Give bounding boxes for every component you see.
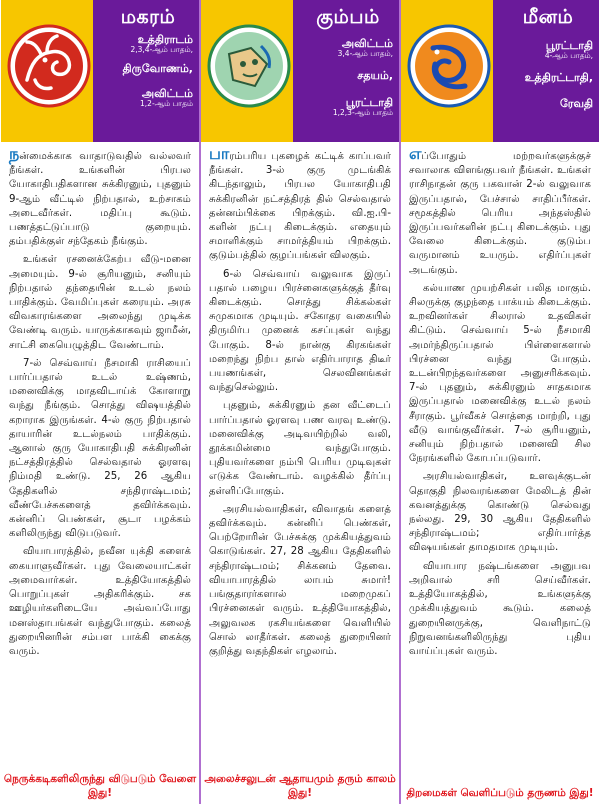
rasi-column-meenam [401,0,599,804]
rasi-header [401,0,599,142]
star-2: சதயம், [357,69,393,82]
rasi-header [1,0,199,142]
sign-title: மகரம் [120,6,176,28]
sign-title: மீனம் [522,6,574,28]
paragraph: 6-ல் செவ்வாய் வலுவாக இருப் பதால் பழைய பிரச்னைகளுக்குத் தீர்வு கிடைக்கும். சொத்து சிக்கல்கள் சுமுகமாக முடியும். சகோதர வகையில் திருமிர்ப முனைக் கசப்புகள் வந்து போகும். 8-ல் நான்கு கிரகங்கள் மறைந்து நிற்ப தால் எதிர்பாராத திடீர் பயணங்கள், செலவினங்கள் வந்துசெல்லும். [209,268,391,394]
drop-cap: பா [209,144,230,163]
paragraph: அரசியல்வாதிகள், உளவுக்குடன் தொகுதி நிலவரங்களை மேலிடத் தின் கவனத்துக்கு கொண்டு செல்வது நல்லது. 29, 30 ஆகிய தேதிகளில் சந்திராஷ்டமம்; எதிர்பார்த்த விஷயங்கள் தாமதமாக முடியும். [409,471,591,554]
star-2: உத்திரட்டாதி, [524,71,593,84]
paragraph: 7-ல் செவ்வாய் நீசமாகி ராசியைப் பார்ப்பதால் உடல் உஷ்ணம், மனைவிக்கு மாதவிடாய்க் கோளாறு வந்து நீங்கும். சொத்து விஷயத்தில் கறாராக இருங்கள். 4-ல் குரு நிற்பதால் தாயாரின் உடல்நலம் பாதிக்கும். ஆனால் குரு யோகாதிபதி சுக்கிரனின் நட்சத்திரத்தில் செல்வதால் ஓரளவு நிம்மதி உண்டு. 25, 26 ஆகிய தேதிகளில் சந்திராஷ்டமம்; வீண்பேச்சுகளைத் தவிர்க்கவும். கன்னிப் பெண்கள், சூடா பழக்கம் களிலிருந்து விடுபடுவர். [9,357,191,540]
star-3: பூரட்டாதி 1,2,3-ஆம் பாதம் [332,96,393,117]
paragraph: வியாபாரத்தில், நவீன யுக்தி களைக் கையாளுவீர்கள். புது வேலையாட்கள் அமைவார்கள். உத்தியோகத்தில் பொறுப்புகள் அதிகரிக்கும். சக ஊழியர்களிடையே அவ்வப்போது மனஸ்தாபங்கள் வந்துபோகும். கலைத் துறையினரின் சம்பள பாக்கி கைக்கு வரும். [9,546,191,657]
summary-footer: நெருக்கடிகளிலிருந்து விடுபடும் வேளை இது! [3,773,197,799]
summary-footer: அலைச்சலுடன் ஆதாயமும் தரும் காலம் இது! [204,773,396,799]
prediction-text [401,142,599,659]
prediction-text [1,142,199,659]
paragraph: அரசியல்வாதிகள், விவாதங் களைத் தவிர்க்கவும். கன்னிப் பெண்கள், பெற்றோரின் பேச்சுக்கு முக்கியத்துவம் கொடுங்கள். 27, 28 ஆகிய தேதிகளில் சந்திராஷ்டமம்; சிக்கனம் தேவை. வியாபாரத்தில் லாபம் சுமார்! பங்குதாரர்களால் மறைமுகப் பிரச்னைகள் வரும். உத்தியோகத்தில், அலுவலக ரகசியங்களை வெளியில் சொல் லாதீர்கள். கலைத் துறையினர் குறித்து வதந்திகள் எழலாம். [209,503,391,657]
drop-cap: ந [9,144,20,163]
rasi-column-magaram [1,0,199,804]
paragraph: புதனும், சுக்கிரனும் தன வீட்டைப் பார்ப்பதால் ஓரளவு பண வரவு உண்டு. மனைவிக்கு அடிவயிற்றில் வலி, தூக்கமின்மை வந்துபோகும். புதியவர்களை நம்பி பெரிய முடிவுகள் எடுக்க வேண்டாம். வழக்கில் தீர்ப்பு தள்ளிப்போகும். [209,400,391,497]
star-2: திருவோணம், [122,62,193,75]
rasi-column-kumbam [201,0,399,804]
paragraph: நன்மைக்காக வாதாடுவதில் வல்லவர் நீங்கள். உங்களின் பிரபல யோகாதிபதிகளான சுக்கிரனும், புதனும் 9-ஆம் வீட்டில் நிற்பதால், உற்சாகம் அடைவீர்கள். மதிப்பு கூடும். பணத்தட்டுப்பாடு குறையும். தம்பதிக்குள் சந்தேகம் நீங்கும். [9,144,191,248]
rasi-header [201,0,399,142]
paragraph: பாரம்பரிய புகழைக் கட்டிக் காப்பவர் நீங்கள். 3-ல் குரு முடங்கிக் கிடந்தாலும், பிரபல யோகாதிபதி சுக்கிரனின் நட்சத்திரத் தில் செல்வதால் தன்னம்பிக்கை பிறக்கும். வி.ஐ.பி-களின் நட்பு கிடைக்கும். எதையும் சமாளிக்கும் சாமர்த்தியம் பிறக்கும். குடும்பத்தில் குழப்பங்கள் விலகும். [209,144,391,262]
sign-title: கும்பம் [316,6,380,28]
drop-cap: எ [409,144,422,163]
star-1: அவிட்டம் 3,4-ஆம் பாதம், [337,37,393,58]
capricorn-icon [7,24,91,108]
aquarius-icon [207,24,291,108]
paragraph: எப்போதும் மற்றவர்களுக்குச் சவாலாக விளங்குபவர் நீங்கள். உங்கள் ராசிநாதன் குரு பகவான் 2-ல் வலுவாக இருப்பதால், பேச்சால் சாதிப்பீர்கள். சமூகத்தில் பெரிய அந்தஸ்தில் இருப்பவர்களின் நட்பு கிடைக்கும். புது வேலை கிடைக்கும். குடும்ப வருமானம் உயரும். எதிர்ப்புகள் அடங்கும். [409,144,591,276]
pisces-icon [407,24,491,108]
star-1: உத்திராடம் 2,3,4-ஆம் பாதம், [130,33,193,54]
star-3: ரேவதி [559,97,593,110]
star-1: பூரட்டாதி 4-ஆம் பாதம், [544,39,593,60]
star-3: அவிட்டம் 1,2-ஆம் பாதம் [140,87,193,108]
paragraph: வியாபார நஷ்டங்களை அனுபவ அறிவால் சரி செய்வீர்கள். உத்தியோகத்தில், உங்களுக்கு முக்கியத்துவம் கூடும். கலைத் துறையினருக்கு, வெளிநாட்டு நிறுவனங்களிலிருந்து புதிய வாய்ப்புகள் வரும். [409,560,591,657]
prediction-text [201,142,399,659]
paragraph: கல்யாண முயற்சிகள் பலித மாகும். சிலருக்கு குழந்தை பாக்யம் கிடைக்கும். உறவினர்கள் சிலரால் உதவிகள் கிட்டும். செவ்வாய் 5-ல் நீசமாகி அமர்ந்திருப்பதால் பிள்ளைகளால் பிரச்னை வந்து போகும். உடன்பிறந்தவர்களை அனுசரிக்கவும். 7-ல் புதனும், சுக்கிரனும் சாதகமாக இருப்பதால் மனைவிக்கு உடல் நலம் சீராகும். பூர்வீகச் சொத்தை மாற்றி, புது வீடு வாங்குவீர்கள். 7-ல் சூரியனும், சனியும் நிற்பதால் மனைவி சில நேரங்களில் கோபப்படுவார். [409,282,591,465]
summary-footer: திறமைகள் வெளிப்படும் தருணம் இது! [406,787,594,799]
paragraph: உங்கள் ரசனைக்கேற்ப வீடு-மனை அமையும். 9-ல் சூரியனும், சனியும் நிற்பதால் தந்தையின் உடல் நலம் பாதிக்கும். வேமிப்புகள் கரையும். அரசு விவகாரங்களை அலைந்து முடிக்க வேண்டி வரும். யாருக்காகவும் ஜாமீன், சாட்சி கையெழுத்திட வேண்டாம். [9,254,191,351]
